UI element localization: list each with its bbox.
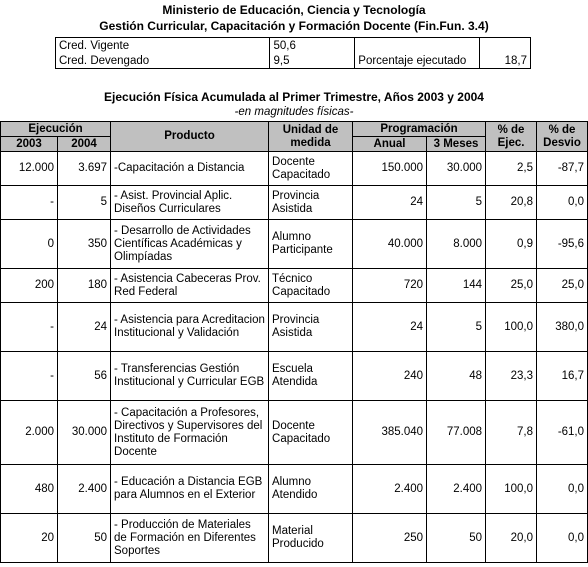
header-pct-ejec: % de Ejec. [486,122,537,152]
cell-3-meses: 77.008 [427,401,486,465]
cell-pct-ejec: 0,9 [486,220,537,269]
cell-unidad: Técnico Capacitado [269,269,353,303]
cell-3-meses: 8.000 [427,220,486,269]
cell-anual: 150.000 [353,152,427,186]
cell-pct-ejec: 23,3 [486,352,537,401]
table-row [1,465,588,514]
cell-producto: - Asist. Provincial Aplic. Diseños Curriculares [111,186,269,220]
table-row [1,401,588,465]
cell-anual: 385.040 [353,401,427,465]
ministry-title: Ministerio de Educación, Ciencia y Tecnología [162,3,426,17]
cell-producto: - Educación a Distancia EGB para Alumnos en el Exterior [111,465,269,514]
cell-pct-desvio: 380,0 [537,303,588,352]
cell-2003: 480 [1,465,58,514]
table-row [1,186,588,220]
cell-unidad: Docente Capacitado [269,401,353,465]
header-unidad: Unidad de medida [269,122,353,152]
cell-producto: - Desarrollo de Actividades Científicas Académicas y Olimpíadas [111,220,269,269]
cell-pct-desvio: 0,0 [537,465,588,514]
cell-unidad: Alumno Atendido [269,465,353,514]
header-producto: Producto [111,122,269,152]
header-2004: 2004 [58,137,111,152]
cell-unidad: Provincia Asistida [269,186,353,220]
cell-unidad: Escuela Atendida [269,352,353,401]
cell-2004: 180 [58,269,111,303]
cell-pct-ejec: 20,8 [486,186,537,220]
table-row [1,514,588,563]
cell-producto: - Asistencia para Acreditacion Institucional y Validación [111,303,269,352]
cell-anual: 24 [353,186,427,220]
cell-2003: - [1,352,58,401]
header-pct-desvio: % de Desvio [537,122,588,152]
table-row [1,269,588,303]
cell-producto: -Capacitación a Distancia [111,152,269,186]
cell-pct-ejec: 20,0 [486,514,537,563]
header-2003: 2003 [1,137,58,152]
cell-2003: 200 [1,269,58,303]
cell-anual: 720 [353,269,427,303]
cell-2004: 24 [58,303,111,352]
cell-pct-desvio: -87,7 [537,152,588,186]
cell-2004: 2.400 [58,465,111,514]
cell-3-meses: 144 [427,269,486,303]
cred-vigente-label: Cred. Vigente [56,38,270,54]
cell-unidad: Material Producido [269,514,353,563]
cell-anual: 250 [353,514,427,563]
table-row [1,352,588,401]
cell-2004: 5 [58,186,111,220]
cell-3-meses: 48 [427,352,486,401]
cell-3-meses: 50 [427,514,486,563]
porcentaje-label: Porcentaje ejecutado [355,53,480,69]
cell-producto: - Asistencia Cabeceras Prov. Red Federal [111,269,269,303]
program-title: Gestión Curricular, Capacitación y Formación Docente (Fin.Fun. 3.4) [99,19,489,33]
cell-pct-desvio: -61,0 [537,401,588,465]
cred-devengado-value: 9,5 [270,53,355,69]
credits-table [55,37,531,69]
table-row [1,303,588,352]
porcentaje-value: 18,7 [480,53,531,69]
header-anual: Anual [353,137,427,152]
cell-unidad: Alumno Participante [269,220,353,269]
cell-unidad: Docente Capacitado [269,152,353,186]
cell-anual: 40.000 [353,220,427,269]
cell-producto: - Transferencias Gestión Institucional y Curricular EGB [111,352,269,401]
cell-2004: 56 [58,352,111,401]
cell-pct-desvio: 0,0 [537,514,588,563]
cell-pct-desvio: -95,6 [537,220,588,269]
cell-2004: 50 [58,514,111,563]
cred-devengado-label: Cred. Devengado [56,53,270,69]
cell-pct-desvio: 0,0 [537,186,588,220]
cell-producto: - Capacitación a Profesores, Directivos y Supervisores del Instituto de Formación Docente [111,401,269,465]
cell-pct-ejec: 7,8 [486,401,537,465]
cell-2003: 2.000 [1,401,58,465]
cell-pct-desvio: 16,7 [537,352,588,401]
cell-pct-ejec: 100,0 [486,303,537,352]
cell-3-meses: 5 [427,186,486,220]
cell-3-meses: 30.000 [427,152,486,186]
cell-pct-ejec: 2,5 [486,152,537,186]
cell-anual: 240 [353,352,427,401]
cell-2004: 350 [58,220,111,269]
cred-vigente-value: 50,6 [270,38,355,54]
cell-2003: 12.000 [1,152,58,186]
cell-3-meses: 2.400 [427,465,486,514]
cell-pct-ejec: 100,0 [486,465,537,514]
cell-pct-ejec: 25,0 [486,269,537,303]
table-subtitle: -en magnitudes físicas- [234,106,354,118]
execution-table [0,121,588,563]
cell-2003: - [1,303,58,352]
cell-anual: 2.400 [353,465,427,514]
cell-producto: - Producción de Materiales de Formación en Diferentes Soportes [111,514,269,563]
cell-2003: - [1,186,58,220]
cell-2004: 30.000 [58,401,111,465]
cell-3-meses: 5 [427,303,486,352]
table-title: Ejecución Física Acumulada al Primer Trimestre, Años 2003 y 2004 [104,90,484,104]
cell-unidad: Provincia Asistida [269,303,353,352]
header-programacion: Programación [353,122,486,137]
cell-anual: 24 [353,303,427,352]
header-ejecucion: Ejecución [1,122,111,137]
cell-2003: 20 [1,514,58,563]
header-3-meses: 3 Meses [427,137,486,152]
cell-2003: 0 [1,220,58,269]
table-row [1,152,588,186]
table-row [1,220,588,269]
cell-2004: 3.697 [58,152,111,186]
cell-pct-desvio: 25,0 [537,269,588,303]
